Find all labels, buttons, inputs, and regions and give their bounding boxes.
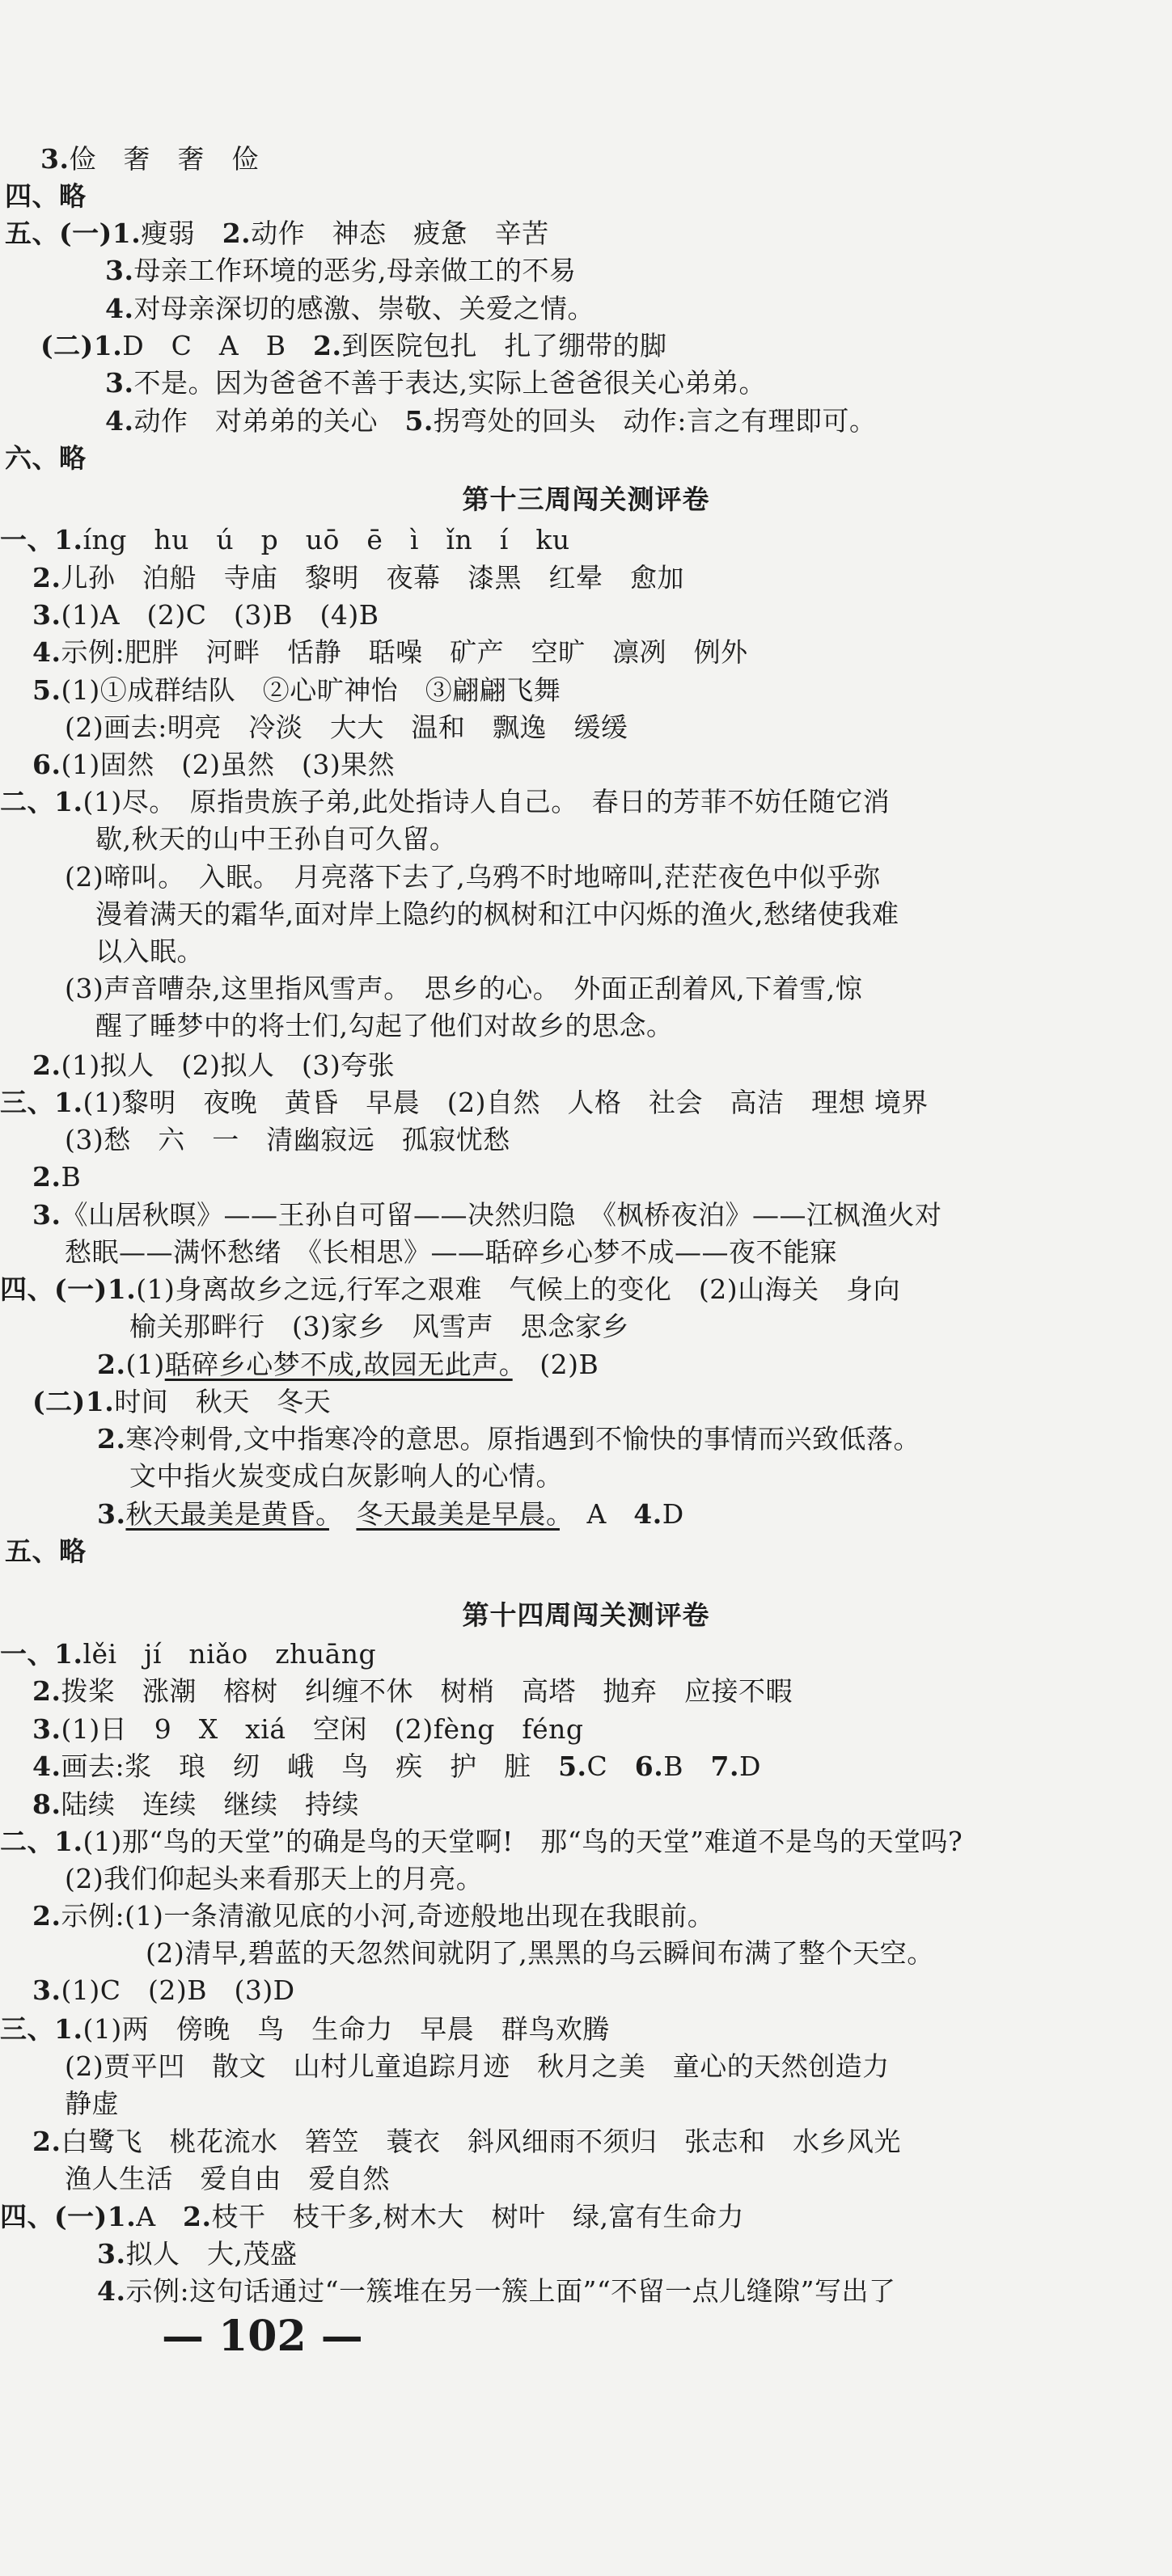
question-number: 五、(一)1. — [5, 217, 142, 249]
answer-line — [32, 1197, 941, 1233]
answer-line — [65, 971, 862, 1007]
answer-text: (2)清早,碧蓝的天忽然间就阴了,黑黑的乌云瞬间布满了整个天空。 — [146, 1937, 934, 1969]
answer-text: (1)A (2)C (3)B (4)B — [61, 599, 379, 631]
answer-line — [65, 1861, 483, 1897]
question-number: 四、(一)1. — [0, 2201, 137, 2232]
answer-line — [5, 216, 549, 251]
answer-text: (1)固然 (2)虽然 (3)果然 — [61, 749, 396, 780]
answer-text: 歇,秋天的山中王孙自可久留。 — [95, 823, 457, 855]
answer-text: B — [61, 1161, 82, 1193]
answer-line — [32, 2124, 901, 2160]
question-number: 2. — [32, 1900, 61, 1932]
question-number: 二、1. — [0, 786, 83, 817]
answer-line — [95, 1008, 674, 1044]
section-title-week14: 第十四周闯关测评卷 — [462, 1599, 710, 1631]
answer-line — [0, 1824, 963, 1860]
question-number: 6. — [32, 749, 61, 780]
question-number: (二)1. — [32, 1386, 115, 1417]
answer-text: 俭 奢 奢 俭 — [69, 143, 259, 175]
answer-line — [97, 1497, 684, 1532]
answer-line — [32, 747, 395, 783]
answer-text: 画去:浆 琅 纫 峨 鸟 疾 护 脏 — [61, 1750, 559, 1782]
answer-text: (1) — [125, 1349, 165, 1380]
question-number: 5. — [32, 674, 61, 706]
answer-line — [0, 1085, 929, 1121]
answer-line — [32, 560, 684, 596]
answer-text: (1)拟人 (2)拟人 (3)夸张 — [61, 1049, 396, 1081]
question-number: 3. — [97, 2238, 126, 2270]
question-number: 2. — [312, 330, 342, 361]
answer-text: lěi jí niǎo zhuāng — [83, 1638, 377, 1670]
question-number: 8. — [32, 1788, 61, 1820]
answer-line — [65, 859, 881, 895]
answer-line — [129, 1459, 563, 1494]
answer-text: (1)黎明 夜晚 黄昏 早晨 (2)自然 人格 社会 高洁 理想 境界 — [83, 1087, 929, 1118]
answer-text: 文中指火炭变成白灰影响人的心情。 — [129, 1460, 563, 1492]
answer-line — [32, 635, 748, 670]
answer-text: (1)尽。 原指贵族子弟,此处指诗人自己。 春日的芳菲不妨任随它消 — [83, 786, 891, 817]
question-number: 三、1. — [0, 1087, 83, 1118]
answer-line — [5, 441, 87, 476]
answer-text: C — [586, 1750, 635, 1782]
answer-text: 示例:肥胖 河畔 恬静 聒噪 矿产 空旷 凛冽 例外 — [61, 636, 748, 668]
answer-line — [0, 784, 890, 820]
answer-line — [40, 328, 666, 364]
question-number: (二)1. — [40, 330, 123, 361]
question-number: 3. — [32, 599, 61, 631]
answer-line — [32, 1712, 584, 1747]
underlined-answer: 聒碎乡心梦不成,故园无此声。 — [164, 1349, 513, 1380]
answer-line — [65, 710, 628, 745]
question-number: 2. — [32, 562, 61, 593]
answer-line — [32, 1674, 793, 1709]
answer-line — [32, 1749, 761, 1784]
page-number: — 102 — — [162, 2312, 363, 2361]
answer-line — [65, 2086, 119, 2122]
answer-text: D — [738, 1750, 761, 1782]
answer-text: 拟人 大,茂盛 — [125, 2238, 298, 2270]
answer-line — [95, 934, 204, 969]
question-number: 四、略 — [5, 180, 87, 212]
question-number: 4. — [97, 2275, 126, 2307]
underlined-answer: 秋天最美是黄昏。 — [125, 1498, 329, 1530]
answer-text: 不是。因为爸爸不善于表达,实际上爸爸很关心弟弟。 — [133, 367, 766, 399]
answer-text: A — [559, 1498, 634, 1530]
answer-line — [105, 403, 877, 439]
question-number: 2. — [32, 2126, 61, 2157]
answer-line — [97, 2236, 297, 2272]
answer-text: (1)C (2)B (3)D — [61, 1974, 295, 2006]
question-number: 3. — [32, 1974, 61, 2006]
answer-text: 陆续 连续 继续 持续 — [61, 1788, 359, 1820]
answer-line — [0, 522, 570, 558]
answer-line — [5, 179, 87, 214]
question-number: 7. — [710, 1750, 739, 1782]
answer-text: (2)画去:明亮 冷淡 大大 温和 飘逸 缓缓 — [65, 712, 628, 743]
answer-text: D — [662, 1498, 684, 1530]
question-number: 4. — [633, 1498, 662, 1530]
answer-line — [97, 2274, 896, 2309]
answer-text: 静虚 — [65, 2088, 119, 2119]
answer-text: 拨桨 涨潮 榕树 纠缠不休 树梢 高塔 抛弃 应接不暇 — [61, 1675, 793, 1707]
question-number: 一、1. — [0, 524, 83, 555]
answer-text: (1)①成群结队 ②心旷神怡 ③翩翩飞舞 — [61, 674, 561, 706]
answer-text: B — [663, 1750, 711, 1782]
question-number: 3. — [40, 143, 70, 175]
answer-text: (1)两 傍晚 鸟 生命力 早晨 群鸟欢腾 — [83, 2013, 610, 2045]
question-number: 2. — [97, 1423, 126, 1455]
answer-text: 对母亲深切的感激、崇敬、关爱之情。 — [133, 293, 594, 324]
answer-text: 白鹭飞 桃花流水 箬笠 蓑衣 斜风细雨不须归 张志和 水乡风光 — [61, 2126, 901, 2157]
answer-line — [105, 253, 576, 289]
question-number: 4. — [32, 636, 61, 668]
question-number: 3. — [32, 1713, 61, 1745]
answer-line — [32, 1898, 714, 1934]
answer-text: 以入眠。 — [95, 935, 204, 967]
answer-line — [0, 2199, 744, 2235]
answer-line — [97, 1347, 599, 1383]
question-number: 4. — [32, 1750, 61, 1782]
answer-text: 拐弯处的回头 动作:言之有理即可。 — [433, 405, 877, 437]
question-number: 5. — [404, 405, 434, 437]
question-number: 三、1. — [0, 2013, 83, 2045]
answer-line — [40, 141, 259, 177]
answer-line — [95, 897, 899, 932]
answer-text: (2)我们仰起头来看那天上的月亮。 — [65, 1863, 484, 1894]
answer-text: (1)身离故乡之远,行军之艰难 气候上的变化 (2)山海关 身向 — [136, 1273, 901, 1305]
answer-text: 醒了睡梦中的将士们,勾起了他们对故乡的思念。 — [95, 1010, 674, 1041]
question-number: 3. — [97, 1498, 126, 1530]
answer-text — [329, 1498, 357, 1530]
answer-text: 枝干 枝干多,树木大 树叶 绿,富有生命力 — [211, 2201, 744, 2232]
question-number: 4. — [105, 293, 134, 324]
question-number: 六、略 — [5, 442, 87, 474]
answer-text: 《山居秋暝》——王孙自可留——决然归隐 《枫桥夜泊》——江枫渔火对 — [61, 1199, 942, 1231]
answer-text: 到医院包扎 扎了绷带的脚 — [341, 330, 667, 361]
answer-text: (1)日 9 X xiá 空闲 (2)fèng féng — [61, 1713, 584, 1745]
answer-line — [65, 2161, 390, 2197]
answer-line — [32, 673, 561, 708]
answer-text: 动作 对弟弟的关心 — [133, 405, 405, 437]
question-number: 四、(一)1. — [0, 1273, 137, 1305]
answer-text: 榆关那畔行 (3)家乡 风雪声 思念家乡 — [129, 1311, 629, 1342]
question-number: 2. — [183, 2201, 212, 2232]
answer-text: 愁眠——满怀愁绪 《长相思》——聒碎乡心梦不成——夜不能寐 — [65, 1236, 837, 1268]
answer-line — [0, 1272, 900, 1307]
answer-text: 儿孙 泊船 寺庙 黎明 夜幕 漆黑 红晕 愈加 — [61, 562, 684, 593]
answer-line — [95, 821, 457, 857]
answer-text: 母亲工作环境的恶劣,母亲做工的不易 — [133, 255, 577, 286]
answer-text: 漫着满天的霜华,面对岸上隐约的枫树和江中闪烁的渔火,愁绪使我难 — [95, 898, 899, 930]
question-number: 2. — [97, 1349, 126, 1380]
question-number: 4. — [105, 405, 134, 437]
question-number: 二、1. — [0, 1826, 83, 1857]
answer-text: A — [136, 2201, 184, 2232]
answer-line — [65, 1235, 837, 1270]
underlined-answer: 冬天最美是早晨。 — [356, 1498, 560, 1530]
question-number: 3. — [32, 1199, 61, 1231]
section-title-week13: 第十三周闯关测评卷 — [462, 484, 710, 515]
answer-line — [129, 1309, 629, 1345]
answer-text: D C A B — [122, 330, 313, 361]
question-number: 2. — [222, 217, 252, 249]
question-number: 2. — [32, 1161, 61, 1193]
question-number: 2. — [32, 1675, 61, 1707]
answer-text: 示例:(1)一条清澈见底的小河,奇迹般地出现在我眼前。 — [61, 1900, 715, 1932]
answer-line — [5, 1534, 87, 1569]
answer-line — [0, 2012, 610, 2047]
question-number: 6. — [634, 1750, 664, 1782]
answer-text: 动作 神态 疲惫 辛苦 — [251, 217, 549, 249]
question-number: 3. — [105, 367, 134, 399]
question-number: 3. — [105, 255, 134, 286]
answer-line — [32, 1973, 295, 2008]
answer-text: (3)声音嘈杂,这里指风雪声。 思乡的心。 外面正刮着风,下着雪,惊 — [65, 973, 863, 1004]
question-number: 2. — [32, 1049, 61, 1081]
answer-text: 示例:这句话通过“一簇堆在另一簇上面”“不留一点儿缝隙”写出了 — [125, 2275, 896, 2307]
answer-line — [105, 291, 594, 327]
answer-line — [65, 2049, 890, 2084]
question-number: 5. — [558, 1750, 587, 1782]
answer-text: (2)贾平凹 散文 山村儿童追踪月迹 秋月之美 童心的天然创造力 — [65, 2050, 890, 2082]
answer-text: íng hu ú p uō ē ì ǐn í ku — [83, 524, 570, 555]
answer-text: (2)啼叫。 入眠。 月亮落下去了,乌鸦不时地啼叫,茫茫夜色中似乎弥 — [65, 861, 881, 893]
answer-text: (3)愁 六 一 清幽寂远 孤寂忧愁 — [65, 1124, 510, 1155]
answer-line — [105, 365, 766, 401]
answer-line — [32, 1787, 359, 1822]
answer-line — [0, 1636, 376, 1672]
answer-text: (1)那“鸟的天堂”的确是鸟的天堂啊! 那“鸟的天堂”难道不是鸟的天堂吗? — [83, 1826, 963, 1857]
question-number: 一、1. — [0, 1638, 83, 1670]
answer-text: (2)B — [512, 1349, 599, 1380]
answer-line — [32, 598, 379, 633]
answer-line — [146, 1936, 934, 1971]
answer-text: 时间 秋天 冬天 — [114, 1386, 332, 1417]
question-number: 五、略 — [5, 1535, 87, 1567]
answer-text: 瘦弱 — [141, 217, 222, 249]
answer-line — [32, 1048, 395, 1083]
answer-text: 寒冷刺骨,文中指寒冷的意思。原指遇到不愉快的事情而兴致低落。 — [125, 1423, 920, 1455]
answer-line — [97, 1421, 920, 1457]
answer-line — [32, 1384, 331, 1420]
answer-line — [65, 1122, 510, 1158]
answer-line — [32, 1159, 81, 1195]
answer-text: 渔人生活 爱自由 爱自然 — [65, 2163, 390, 2194]
